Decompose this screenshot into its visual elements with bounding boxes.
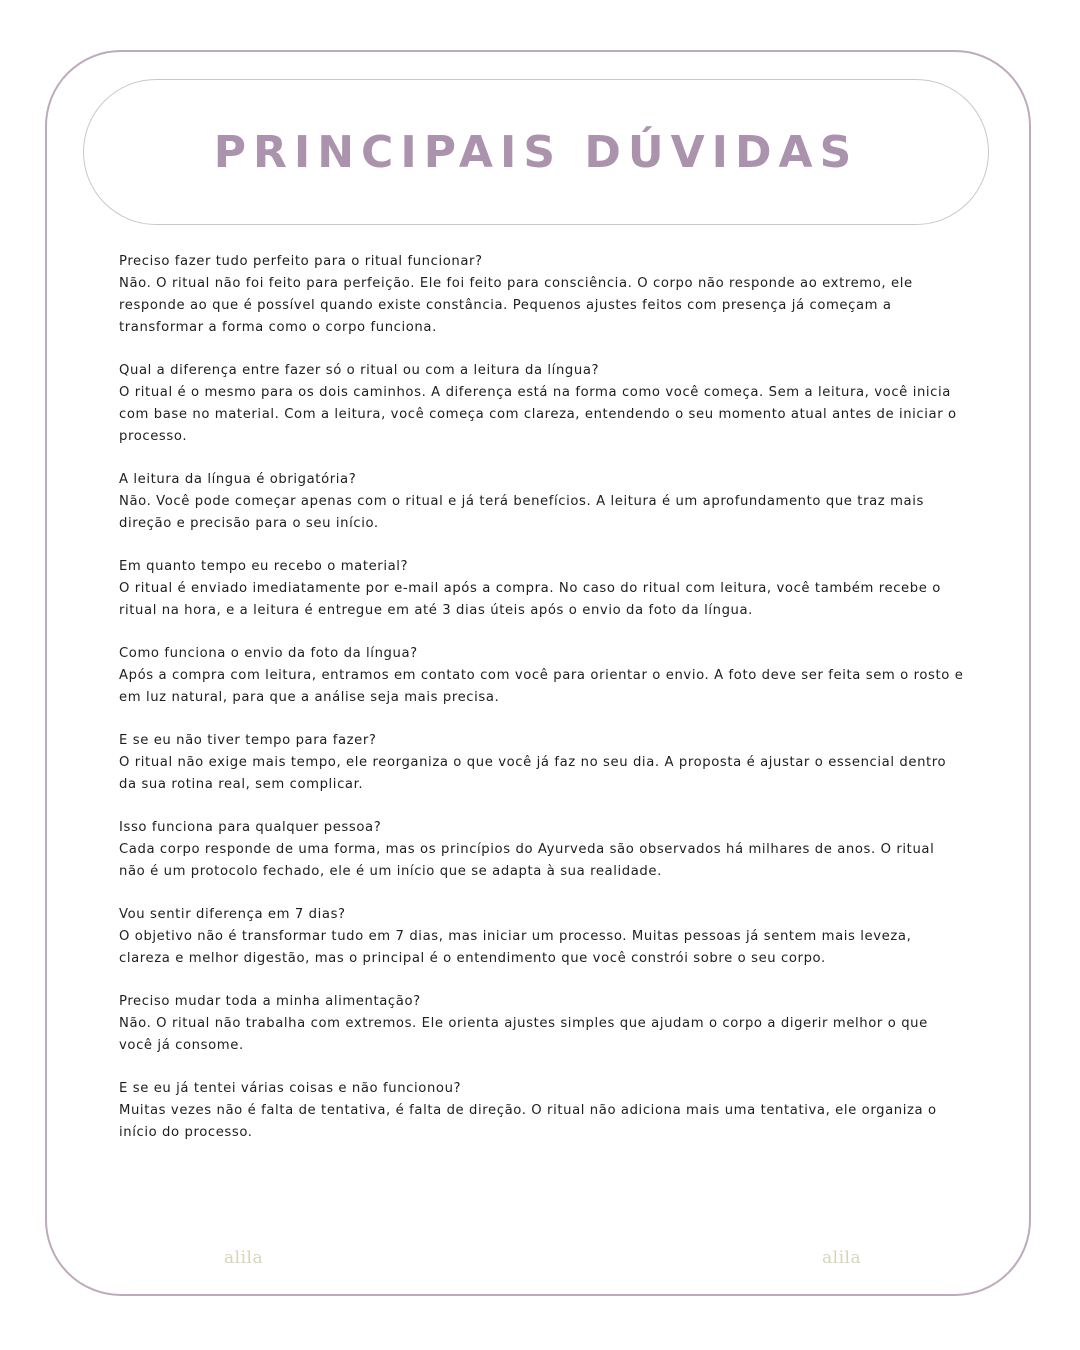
faq-item: [119, 556, 965, 622]
faq-answer: O objetivo não é transformar tudo em 7 dias, mas iniciar um processo. Muitas pessoas já sentem mais leveza, clareza e melhor digestão, mas o principal é o entendimento que você constrói sobre o seu corpo.: [119, 929, 912, 966]
faq-answer: Cada corpo responde de uma forma, mas os princípios do Ayurveda são observados há milhares de anos. O ritual não é um protocolo fechado, ele é um início que se adapta à sua realidade.: [119, 842, 935, 879]
faq-answer: Após a compra com leitura, entramos em contato com você para orientar o envio. A foto deve ser feita sem o rosto e em luz natural, para que a análise seja mais precisa.: [119, 668, 964, 705]
faq-answer: O ritual não exige mais tempo, ele reorganiza o que você já faz no seu dia. A proposta é ajustar o essencial dentro da sua rotina real, sem complicar.: [119, 755, 947, 792]
faq-question: Como funciona o envio da foto da língua?: [119, 646, 418, 661]
faq-item: [119, 360, 965, 448]
faq-item: [119, 730, 965, 796]
faq-answer: Muitas vezes não é falta de tentativa, é falta de direção. O ritual não adiciona mais uma tentativa, ele organiza o início do processo.: [119, 1103, 937, 1140]
faq-question: E se eu não tiver tempo para fazer?: [119, 733, 377, 748]
faq-item: [119, 469, 965, 535]
brand-logo-left: alila: [224, 1248, 264, 1268]
faq-answer: Não. O ritual não foi feito para perfeição. Ele foi feito para consciência. O corpo não responde ao extremo, ele responde ao que é possível quando existe constância. Pequenos ajustes feitos com presença já começam a transformar a forma como o corpo funciona.: [119, 276, 913, 335]
faq-question: Em quanto tempo eu recebo o material?: [119, 559, 409, 574]
faq-item: [119, 643, 965, 709]
faq-question: Preciso fazer tudo perfeito para o ritual funcionar?: [119, 254, 483, 269]
faq-question: E se eu já tentei várias coisas e não funcionou?: [119, 1081, 462, 1096]
faq-answer: O ritual é o mesmo para os dois caminhos. A diferença está na forma como você começa. Sem a leitura, você inicia com base no material. Com a leitura, você começa com clareza, entendendo o seu momento atual antes de iniciar o processo.: [119, 385, 957, 444]
faq-item: [119, 251, 965, 339]
page-title: PRINCIPAIS DÚVIDAS: [213, 126, 859, 178]
faq-question: Vou sentir diferença em 7 dias?: [119, 907, 346, 922]
faq-list: [119, 251, 965, 1165]
faq-answer: Não. Você pode começar apenas com o ritual e já terá benefícios. A leitura é um aprofundamento que traz mais direção e precisão para o seu início.: [119, 494, 924, 531]
faq-answer: Não. O ritual não trabalha com extremos. Ele orienta ajustes simples que ajudam o corpo a digerir melhor o que você já consome.: [119, 1016, 928, 1053]
faq-item: [119, 1078, 965, 1144]
faq-question: Isso funciona para qualquer pessoa?: [119, 820, 382, 835]
faq-item: [119, 904, 965, 970]
brand-logo-right: alila: [822, 1248, 862, 1268]
faq-item: [119, 817, 965, 883]
title-banner: [83, 79, 989, 225]
faq-question: Preciso mudar toda a minha alimentação?: [119, 994, 421, 1009]
faq-answer: O ritual é enviado imediatamente por e-mail após a compra. No caso do ritual com leitura, você também recebe o ritual na hora, e a leitura é entregue em até 3 dias úteis após o envio da foto da língua.: [119, 581, 941, 618]
faq-question: A leitura da língua é obrigatória?: [119, 472, 357, 487]
faq-question: Qual a diferença entre fazer só o ritual ou com a leitura da língua?: [119, 363, 600, 378]
faq-item: [119, 991, 965, 1057]
